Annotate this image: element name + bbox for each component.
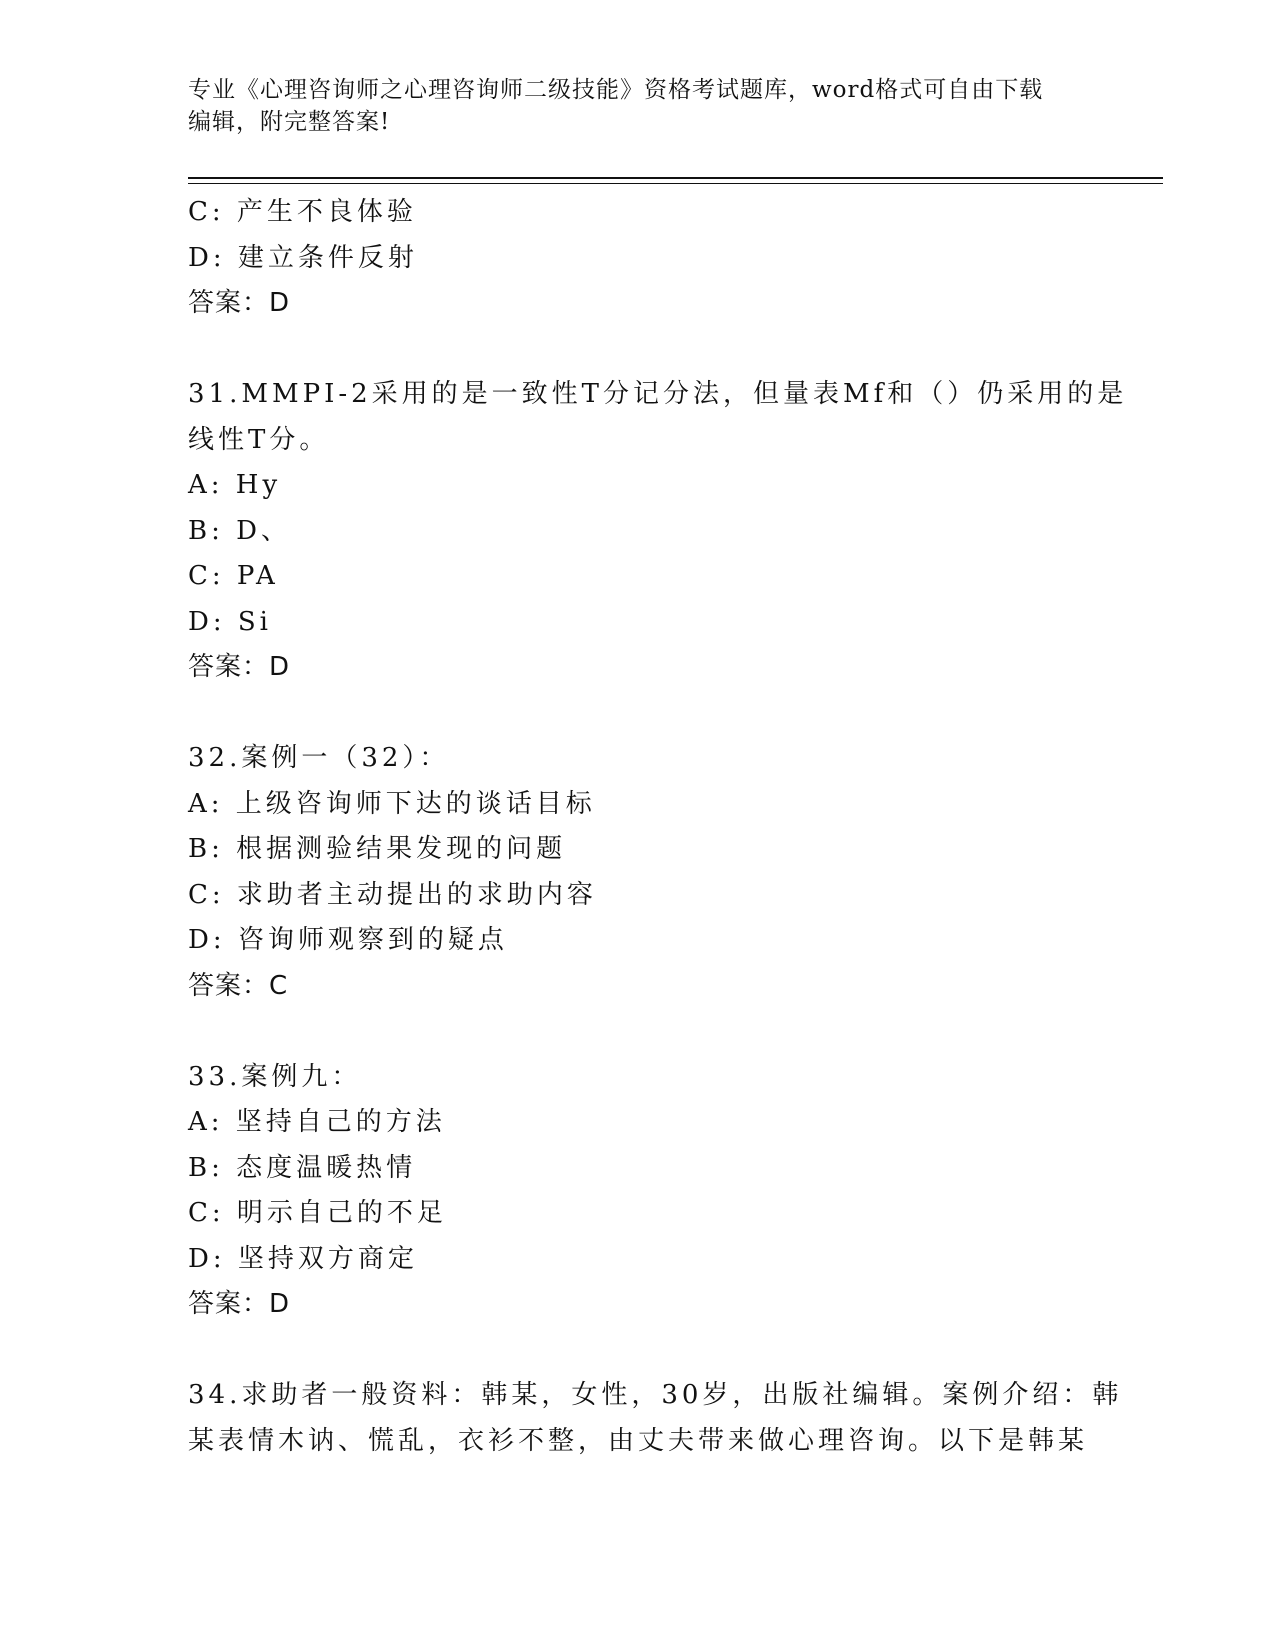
page-header xyxy=(188,74,1088,138)
answer-line: 答案：D xyxy=(188,288,291,318)
answer-line: 答案：D xyxy=(188,1289,291,1319)
answer-line: 答案：D xyxy=(188,652,291,682)
option-a: A: 坚持自己的方法 xyxy=(188,1107,446,1137)
option-c: C: 求助者主动提出的求助内容 xyxy=(188,879,597,910)
header-rule-thin xyxy=(188,183,1163,184)
option-a: A: Hy xyxy=(188,470,282,500)
question-stem: 31.MMPI-2采用的是一致性T分记分法，但量表Mf和（）仍采用的是 xyxy=(188,379,1128,409)
question-stem: 32.案例一（32）： xyxy=(188,743,450,773)
question-stem: 33.案例九： xyxy=(188,1061,362,1092)
question-stem: 线性T分。 xyxy=(188,424,330,455)
question-33 xyxy=(188,1055,1088,1328)
question-31 xyxy=(188,372,1128,691)
question-stem: 某表情木讷、慌乱，衣衫不整，由丈夫带来做心理咨询。以下是韩某 xyxy=(188,1425,1089,1456)
question-32 xyxy=(188,736,1088,1009)
option-b: B: 根据测验结果发现的问题 xyxy=(188,834,567,864)
option-a: A: 上级咨询师下达的谈话目标 xyxy=(188,788,596,819)
option-c: C: 产生不良体验 xyxy=(188,197,417,227)
option-d: D: Si xyxy=(188,606,272,637)
option-c: C: 明示自己的不足 xyxy=(188,1198,447,1228)
option-b: B: D、 xyxy=(188,515,291,546)
previous-question-block xyxy=(188,190,1088,327)
option-d: D: 咨询师观察到的疑点 xyxy=(188,925,508,955)
option-c: C: PA xyxy=(188,561,279,591)
spacer xyxy=(188,1328,1088,1374)
question-stem: 34.求助者一般资料：韩某，女性，30岁，出版社编辑。案例介绍：韩 xyxy=(188,1380,1123,1410)
answer-line: 答案：C xyxy=(188,970,289,1001)
header-rule-thick xyxy=(188,177,1163,179)
spacer xyxy=(188,691,1088,737)
question-34 xyxy=(188,1373,1123,1464)
option-b: B: 态度温暖热情 xyxy=(188,1152,417,1183)
spacer xyxy=(188,327,1088,373)
question-content xyxy=(188,190,1128,1464)
header-title-line-1: 专业《心理咨询师之心理咨询师二级技能》资格考试题库，word格式可自由下载 xyxy=(188,77,1044,103)
option-d: D: 建立条件反射 xyxy=(188,242,418,273)
header-title-line-2: 编辑，附完整答案! xyxy=(188,109,391,135)
option-d: D: 坚持双方商定 xyxy=(188,1243,418,1274)
spacer xyxy=(188,1009,1088,1055)
